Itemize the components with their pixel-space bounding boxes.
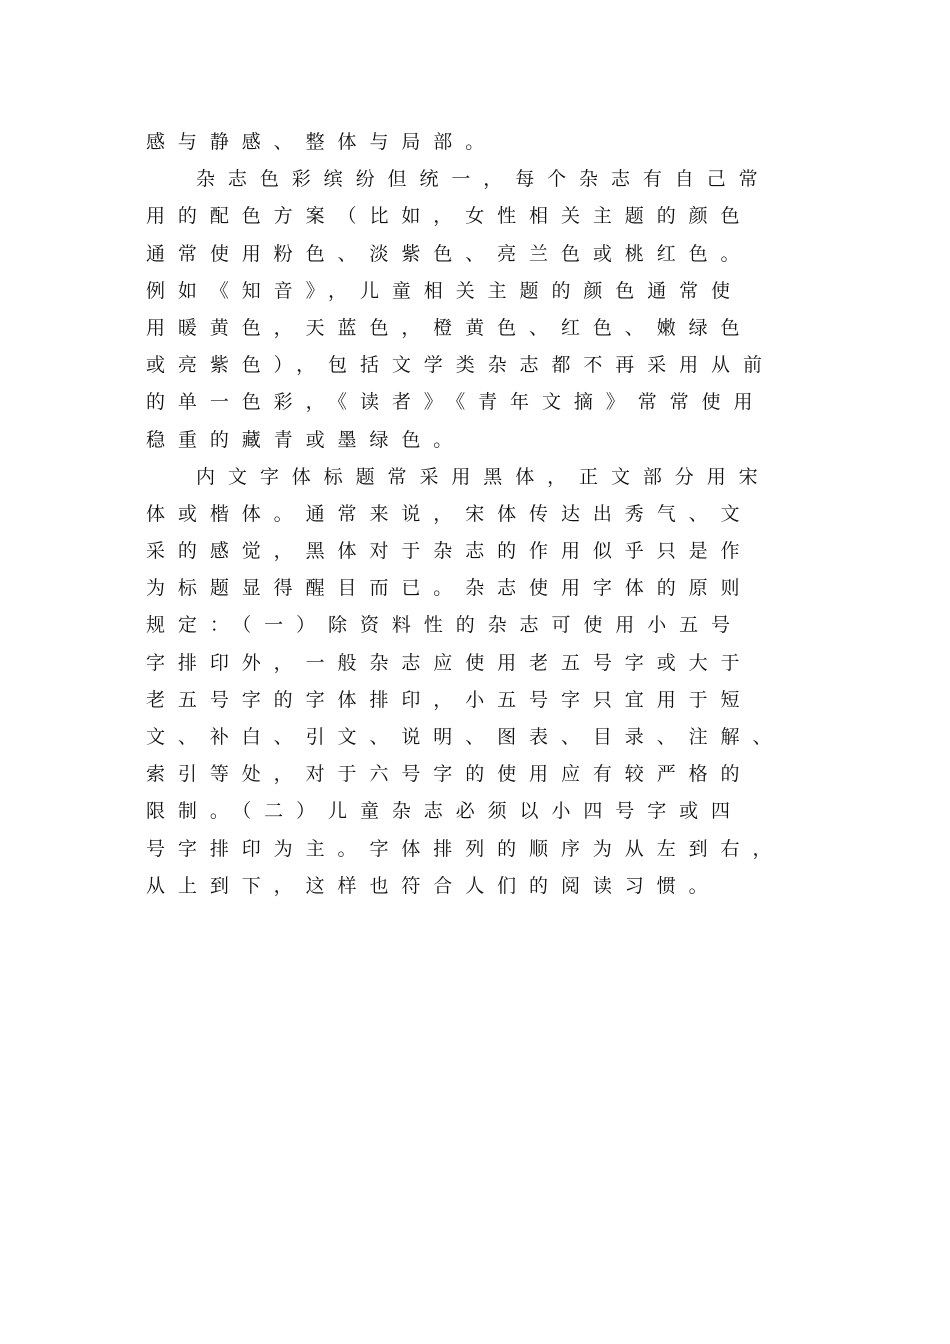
text-line: 体或楷体。通常来说，宋体传达出秀气、文	[146, 502, 753, 525]
text-line: 号字排印为主。字体排列的顺序为从左到右，	[146, 837, 785, 860]
text-line: 索引等处，对于六号字的使用应有较严格的	[146, 763, 753, 786]
text-line: 从上到下，这样也符合人们的阅读习惯。	[146, 874, 721, 897]
text-line: 或亮紫色），包括文学类杂志都不再采用从前	[146, 354, 775, 377]
text-line: 通常使用粉色、淡紫色、亮兰色或桃红色。	[146, 242, 753, 265]
text-line: 规定：（一）除资料性的杂志可使用小五号	[146, 614, 743, 637]
text-line: 杂志色彩缤纷但统一，每个杂志有自己常	[196, 168, 771, 191]
text-line: 限制。（二）儿童杂志必须以小四号字或四	[146, 800, 743, 823]
text-line: 用的配色方案（比如，女性相关主题的颜色	[146, 205, 753, 228]
text-line: 例如《知音》，儿童相关主题的颜色通常使	[146, 279, 743, 302]
text-line: 字排印外，一般杂志应使用老五号字或大于	[146, 651, 753, 674]
text-line: 老五号字的字体排印，小五号字只宜用于短	[146, 688, 753, 711]
text-line: 感与静感、整体与局部。	[146, 131, 498, 153]
text-line: 内文字体标题常采用黑体，正文部分用宋	[196, 465, 771, 488]
text-line: 稳重的藏青或墨绿色。	[146, 428, 466, 451]
text-line: 采的感觉，黑体对于杂志的作用似乎只是作	[146, 540, 753, 563]
text-line: 文、补白、引文、说明、图表、目录、注解、	[146, 726, 785, 748]
text-line: 用暖黄色，天蓝色，橙黄色、红色、嫩绿色	[146, 316, 753, 339]
text-line: 的单一色彩，《读者》《青年文摘》常常使用	[146, 391, 766, 414]
body-text	[146, 124, 836, 905]
text-line: 为标题显得醒目而已。杂志使用字体的原则	[146, 577, 753, 600]
